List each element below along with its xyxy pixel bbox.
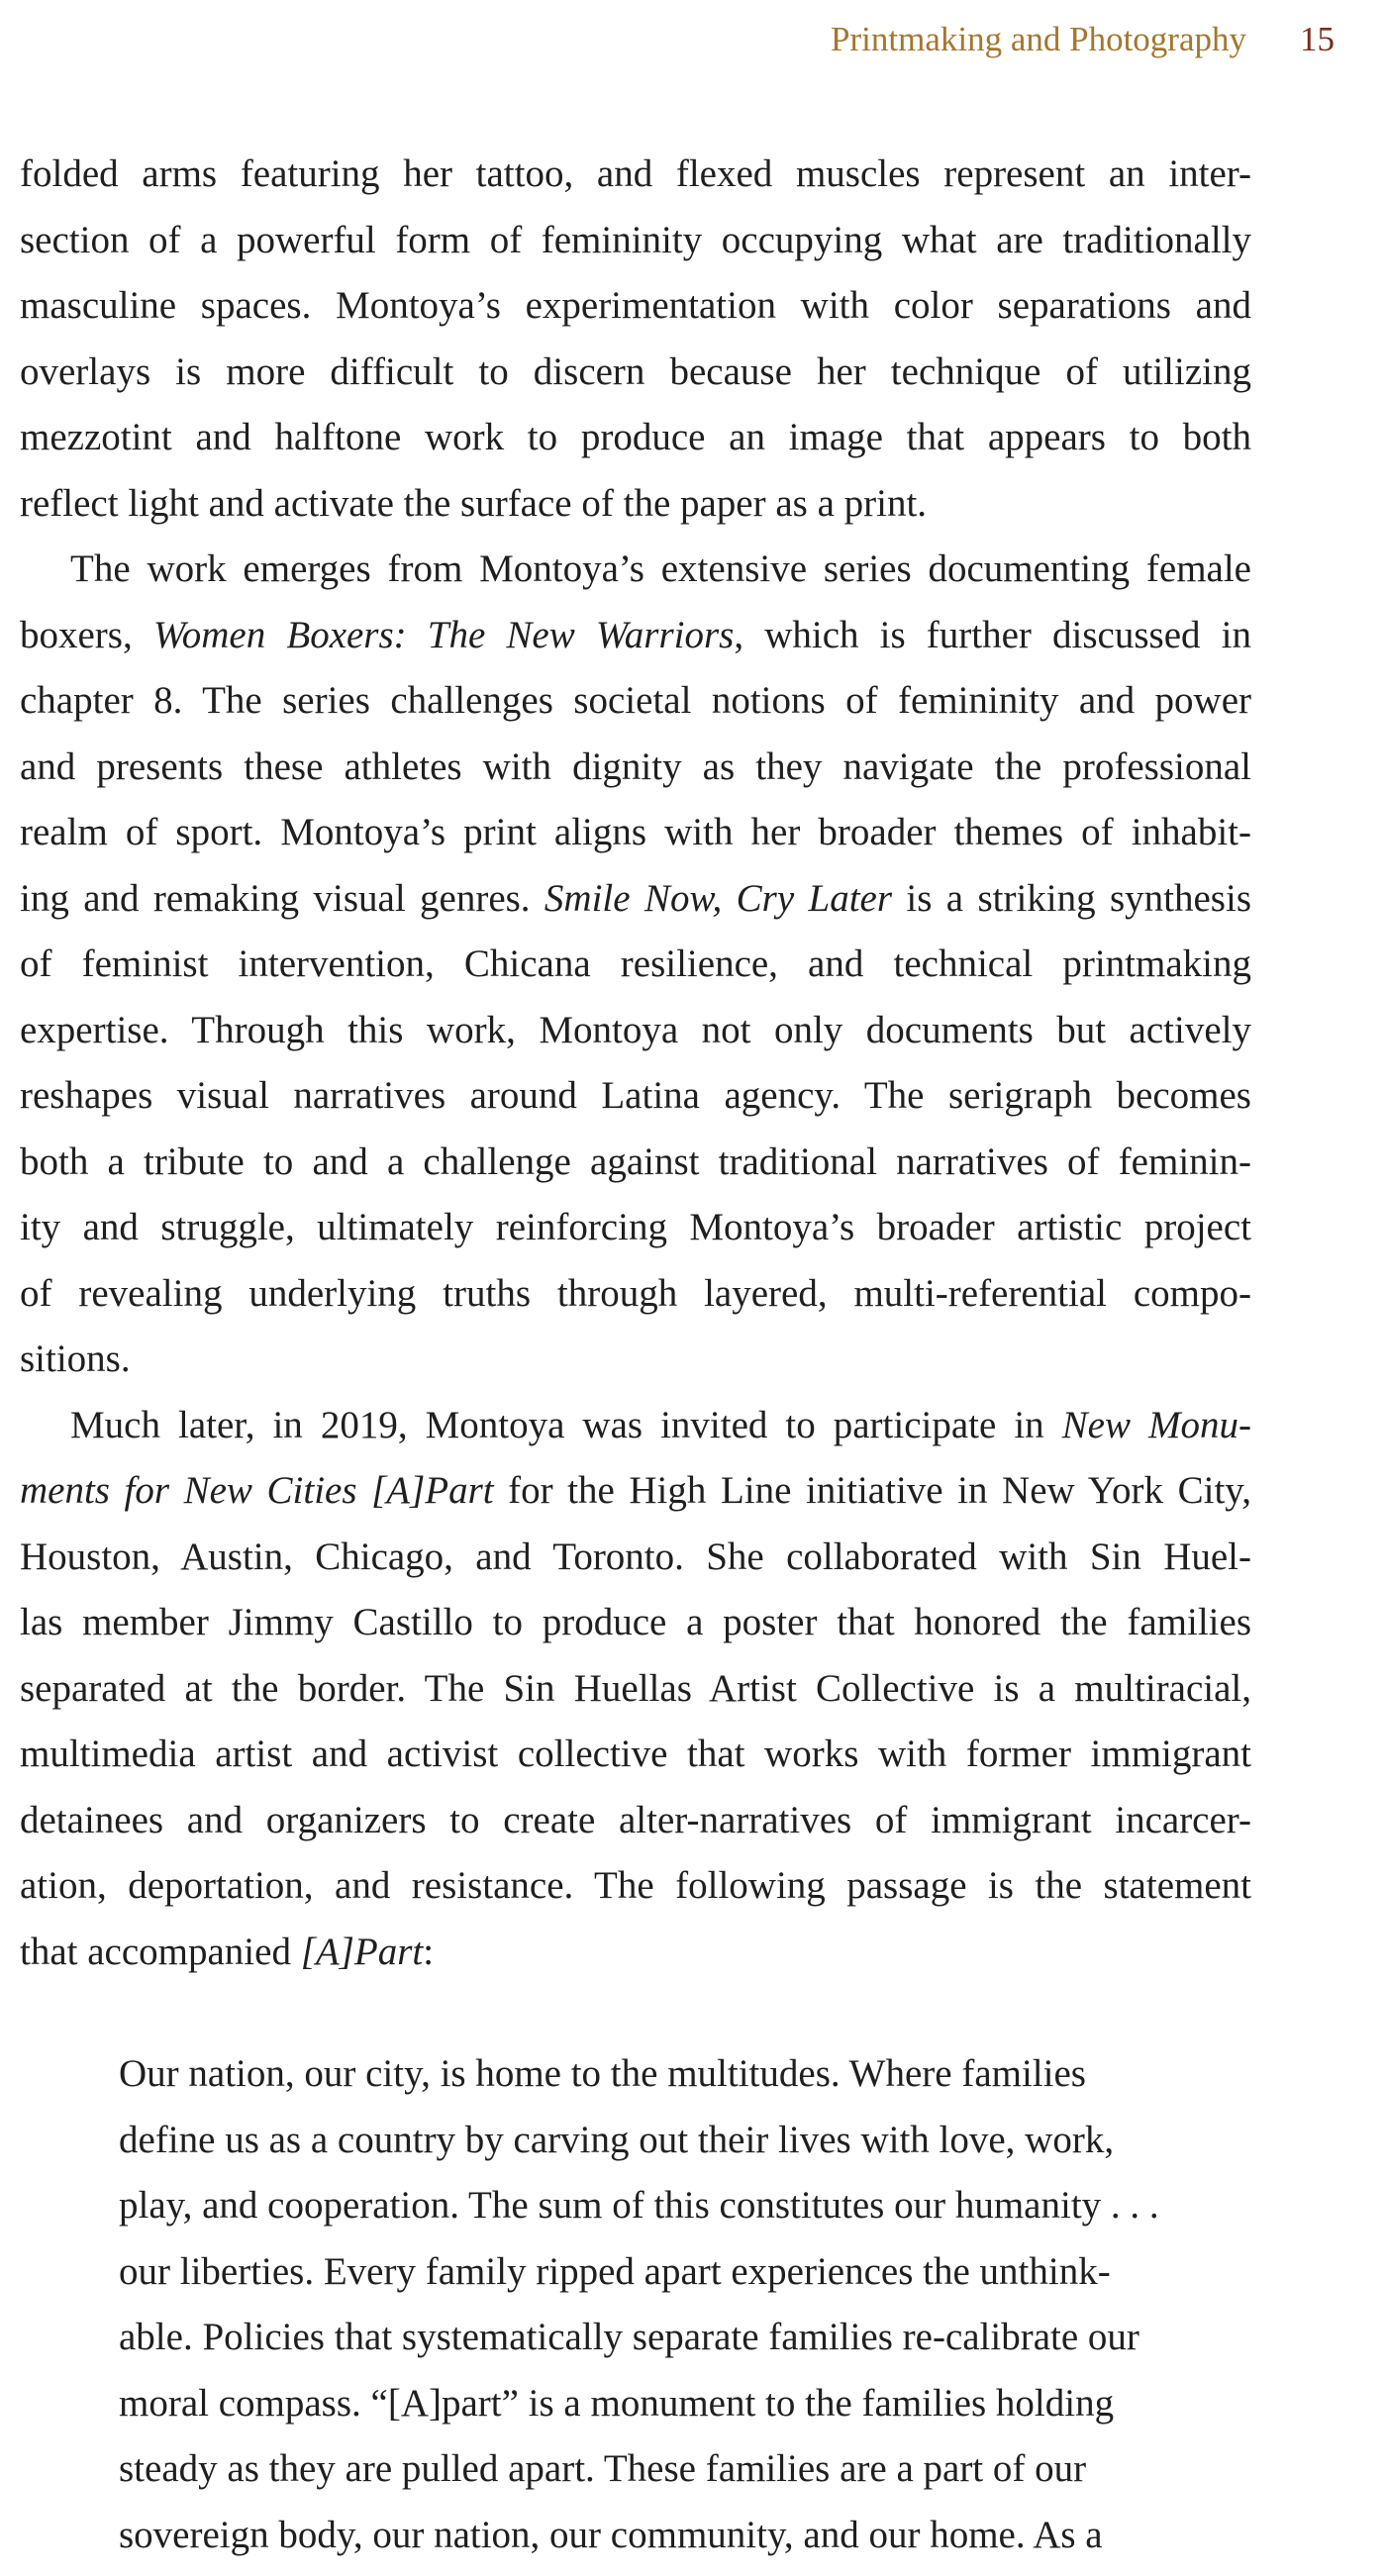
text-line xyxy=(20,668,1251,735)
text-run: overlays is more difficult to discern because her technique of utilizing xyxy=(20,349,1251,393)
text-run: section of a powerful form of femininity occupying what are traditionally xyxy=(20,218,1251,261)
text-line xyxy=(20,800,1251,866)
text-line xyxy=(20,1525,1251,1591)
text-line xyxy=(20,1327,1251,1393)
quote-line: able. Policies that systematically separate families re-calibrate our xyxy=(119,2316,1139,2358)
running-header xyxy=(831,14,1335,65)
text-run: : xyxy=(423,1930,435,1973)
text-run: chapter 8. The series challenges societal notions of femininity and power xyxy=(20,679,1251,722)
text-run: expertise. Through this work, Montoya not only documents but actively xyxy=(20,1008,1251,1051)
text-run: and presents these athletes with dignity as they navigate the professional xyxy=(20,744,1251,788)
text-run: sitions. xyxy=(20,1338,131,1380)
italic-title: Women Boxers: The New Warriors xyxy=(152,613,735,656)
text-line xyxy=(20,340,1251,406)
italic-title: ments for New Cities [A]Part xyxy=(20,1469,494,1512)
text-line xyxy=(20,1853,1251,1920)
text-run: for the High Line initiative in New York City, xyxy=(493,1469,1251,1512)
text-run: both a tribute to and a challenge against traditional narratives of feminin- xyxy=(20,1139,1251,1183)
page-number: 15 xyxy=(1300,20,1335,58)
text-line xyxy=(20,1063,1251,1130)
text-line xyxy=(20,866,1251,933)
quote-line: sovereign body, our nation, our community, and our home. As a xyxy=(119,2513,1103,2556)
running-title: Printmaking and Photography xyxy=(831,20,1246,58)
text-run: mezzotint and halftone work to produce an image that appears to both xyxy=(20,416,1251,458)
text-run: is a striking synthesis xyxy=(892,876,1251,920)
text-line xyxy=(20,1195,1251,1261)
text-run: detainees and organizers to create alter-narratives of immigrant incarcer- xyxy=(20,1798,1251,1841)
text-line xyxy=(20,1130,1251,1196)
text-run: multimedia artist and activist collective that works with former immigrant xyxy=(20,1733,1251,1775)
text-run: Houston, Austin, Chicago, and Toronto. She collaborated with Sin Huel- xyxy=(20,1535,1251,1578)
text-line xyxy=(20,208,1251,274)
text-line xyxy=(20,932,1251,998)
text-line xyxy=(20,142,1251,208)
paragraph xyxy=(20,537,1251,1393)
text-line xyxy=(20,1656,1251,1723)
text-run: masculine spaces. Montoya’s experimentation with color separations and xyxy=(20,284,1251,327)
quote-line: Our nation, our city, is home to the multitudes. Where families xyxy=(119,2052,1086,2095)
quote-line: steady as they are pulled apart. These families are a part of our xyxy=(119,2447,1087,2490)
text-line xyxy=(20,537,1251,603)
text-line xyxy=(20,998,1251,1064)
text-run: ing and remaking visual genres. xyxy=(20,876,544,920)
text-line xyxy=(20,273,1251,340)
text-run: of feminist intervention, Chicana resilience, and technical printmaking xyxy=(20,942,1251,985)
text-line xyxy=(20,603,1251,669)
text-run: realm of sport. Montoya’s print aligns with her broader themes of inhabit- xyxy=(20,811,1251,853)
text-run: ation, deportation, and resistance. The following passage is the statement xyxy=(20,1864,1251,1907)
text-run: ity and struggle, ultimately reinforcing Montoya’s broader artistic project xyxy=(20,1206,1251,1248)
text-run: , which is further discussed in xyxy=(734,613,1251,656)
body-text xyxy=(20,142,1251,1985)
italic-title: [A]Part xyxy=(300,1930,424,1973)
text-line xyxy=(20,1261,1251,1328)
text-run: The work emerges from Montoya’s extensive series documenting female xyxy=(70,547,1251,590)
text-run: folded arms featuring her tattoo, and flexed muscles represent an inter- xyxy=(20,152,1251,195)
text-run: separated at the border. The Sin Huellas Artist Collective is a multiracial, xyxy=(20,1666,1251,1710)
text-line xyxy=(20,1393,1251,1459)
italic-title: New Monu- xyxy=(1061,1403,1251,1446)
text-run: reshapes visual narratives around Latina agency. The serigraph becomes xyxy=(20,1074,1251,1117)
quote-line: moral compass. “[A]part” is a monument to the families holding xyxy=(119,2381,1115,2425)
text-line xyxy=(20,1458,1251,1525)
text-line xyxy=(20,1920,1251,1986)
text-run: boxers, xyxy=(20,613,153,656)
paragraph xyxy=(20,1393,1251,1986)
text-line xyxy=(20,1788,1251,1854)
text-line xyxy=(20,735,1251,801)
quote-line: our liberties. Every family ripped apart experiences the unthink- xyxy=(119,2249,1111,2293)
text-line xyxy=(20,1590,1251,1656)
text-run: Much later, in 2019, Montoya was invited to participate in xyxy=(70,1403,1062,1446)
paragraph xyxy=(20,142,1251,537)
text-line xyxy=(20,405,1251,471)
quote-line: play, and cooperation. The sum of this constitutes our humanity . . . xyxy=(119,2184,1159,2227)
block-quote xyxy=(119,2041,1238,2568)
italic-title: Smile Now, Cry Later xyxy=(544,876,893,920)
text-line xyxy=(20,471,1251,538)
text-line xyxy=(20,1722,1251,1788)
text-run: that accompanied xyxy=(20,1930,301,1973)
text-run: las member Jimmy Castillo to produce a poster that honored the families xyxy=(20,1601,1251,1643)
text-run: of revealing underlying truths through layered, multi-referential compo- xyxy=(20,1271,1251,1315)
quote-line: define us as a country by carving out their lives with love, work, xyxy=(119,2118,1115,2161)
text-run: reflect light and activate the surface of the paper as a print. xyxy=(20,481,928,525)
